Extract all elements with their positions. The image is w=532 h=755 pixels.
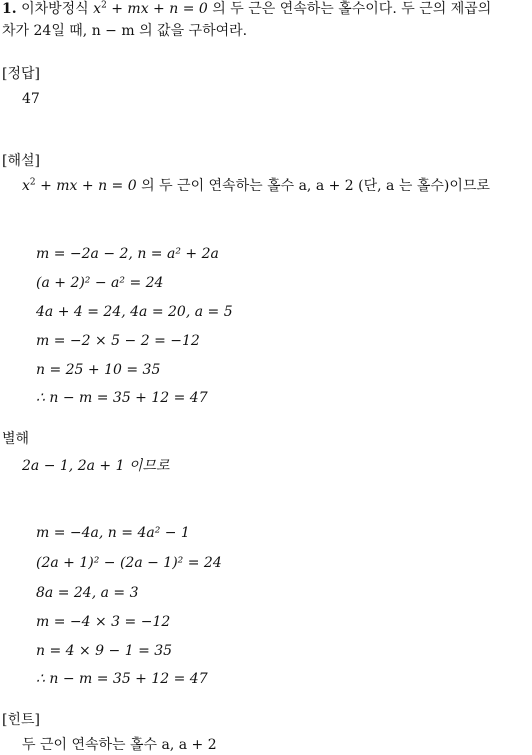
explanation-step: m = −2 × 5 − 2 = −12 <box>36 333 200 349</box>
explanation-eq-var: x <box>22 178 30 194</box>
explanation-step: m = −2a − 2, n = a² + 2a <box>36 246 219 262</box>
alternative-step: n = 4 × 9 − 1 = 35 <box>36 643 173 659</box>
problem-eq-var: x <box>93 1 102 17</box>
hint-label: [힌트] <box>2 712 40 728</box>
alternative-step: 8a = 24, a = 3 <box>36 585 139 601</box>
problem-eq-rest: + mx + n = 0 <box>106 1 208 17</box>
problem-line-2: 차가 24일 때, n − m 의 값을 구하여라. <box>2 23 248 39</box>
problem-line-1 <box>2 0 491 19</box>
alternative-step: m = −4a, n = 4a² − 1 <box>36 525 190 541</box>
answer-label: [정답] <box>2 66 40 82</box>
explanation-step: (a + 2)² − a² = 24 <box>36 275 164 291</box>
problem-text-start: 이차방정식 <box>21 1 89 17</box>
explanation-step: ∴ n − m = 35 + 12 = 47 <box>36 390 208 406</box>
problem-eq-exp: 2 <box>101 0 107 11</box>
explanation-step: n = 25 + 10 = 35 <box>36 362 161 378</box>
explanation-eq-rest: + mx + n = 0 <box>35 178 137 194</box>
explanation-step: 4a + 4 = 24, 4a = 20, a = 5 <box>36 304 233 320</box>
alternative-label: 별해 <box>2 431 30 447</box>
hint-text: 두 근이 연속하는 홀수 a, a + 2 <box>22 737 217 753</box>
answer-value: 47 <box>22 91 40 107</box>
explanation-intro-text: 의 두 근이 연속하는 홀수 a, a + 2 (단, a 는 홀수)이므로 <box>136 178 490 194</box>
alternative-step: m = −4 × 3 = −12 <box>36 614 171 630</box>
explanation-label: [해설] <box>2 153 40 169</box>
problem-number: 1. <box>2 1 17 17</box>
alternative-step: ∴ n − m = 35 + 12 = 47 <box>36 671 208 687</box>
alternative-intro: 2a − 1, 2a + 1 이므로 <box>22 458 170 474</box>
problem-text-end: 의 두 근은 연속하는 홀수이다. 두 근의 제곱의 <box>207 1 492 17</box>
explanation-eq-exp: 2 <box>29 177 36 188</box>
explanation-intro <box>22 176 490 196</box>
alternative-step: (2a + 1)² − (2a − 1)² = 24 <box>36 555 222 571</box>
